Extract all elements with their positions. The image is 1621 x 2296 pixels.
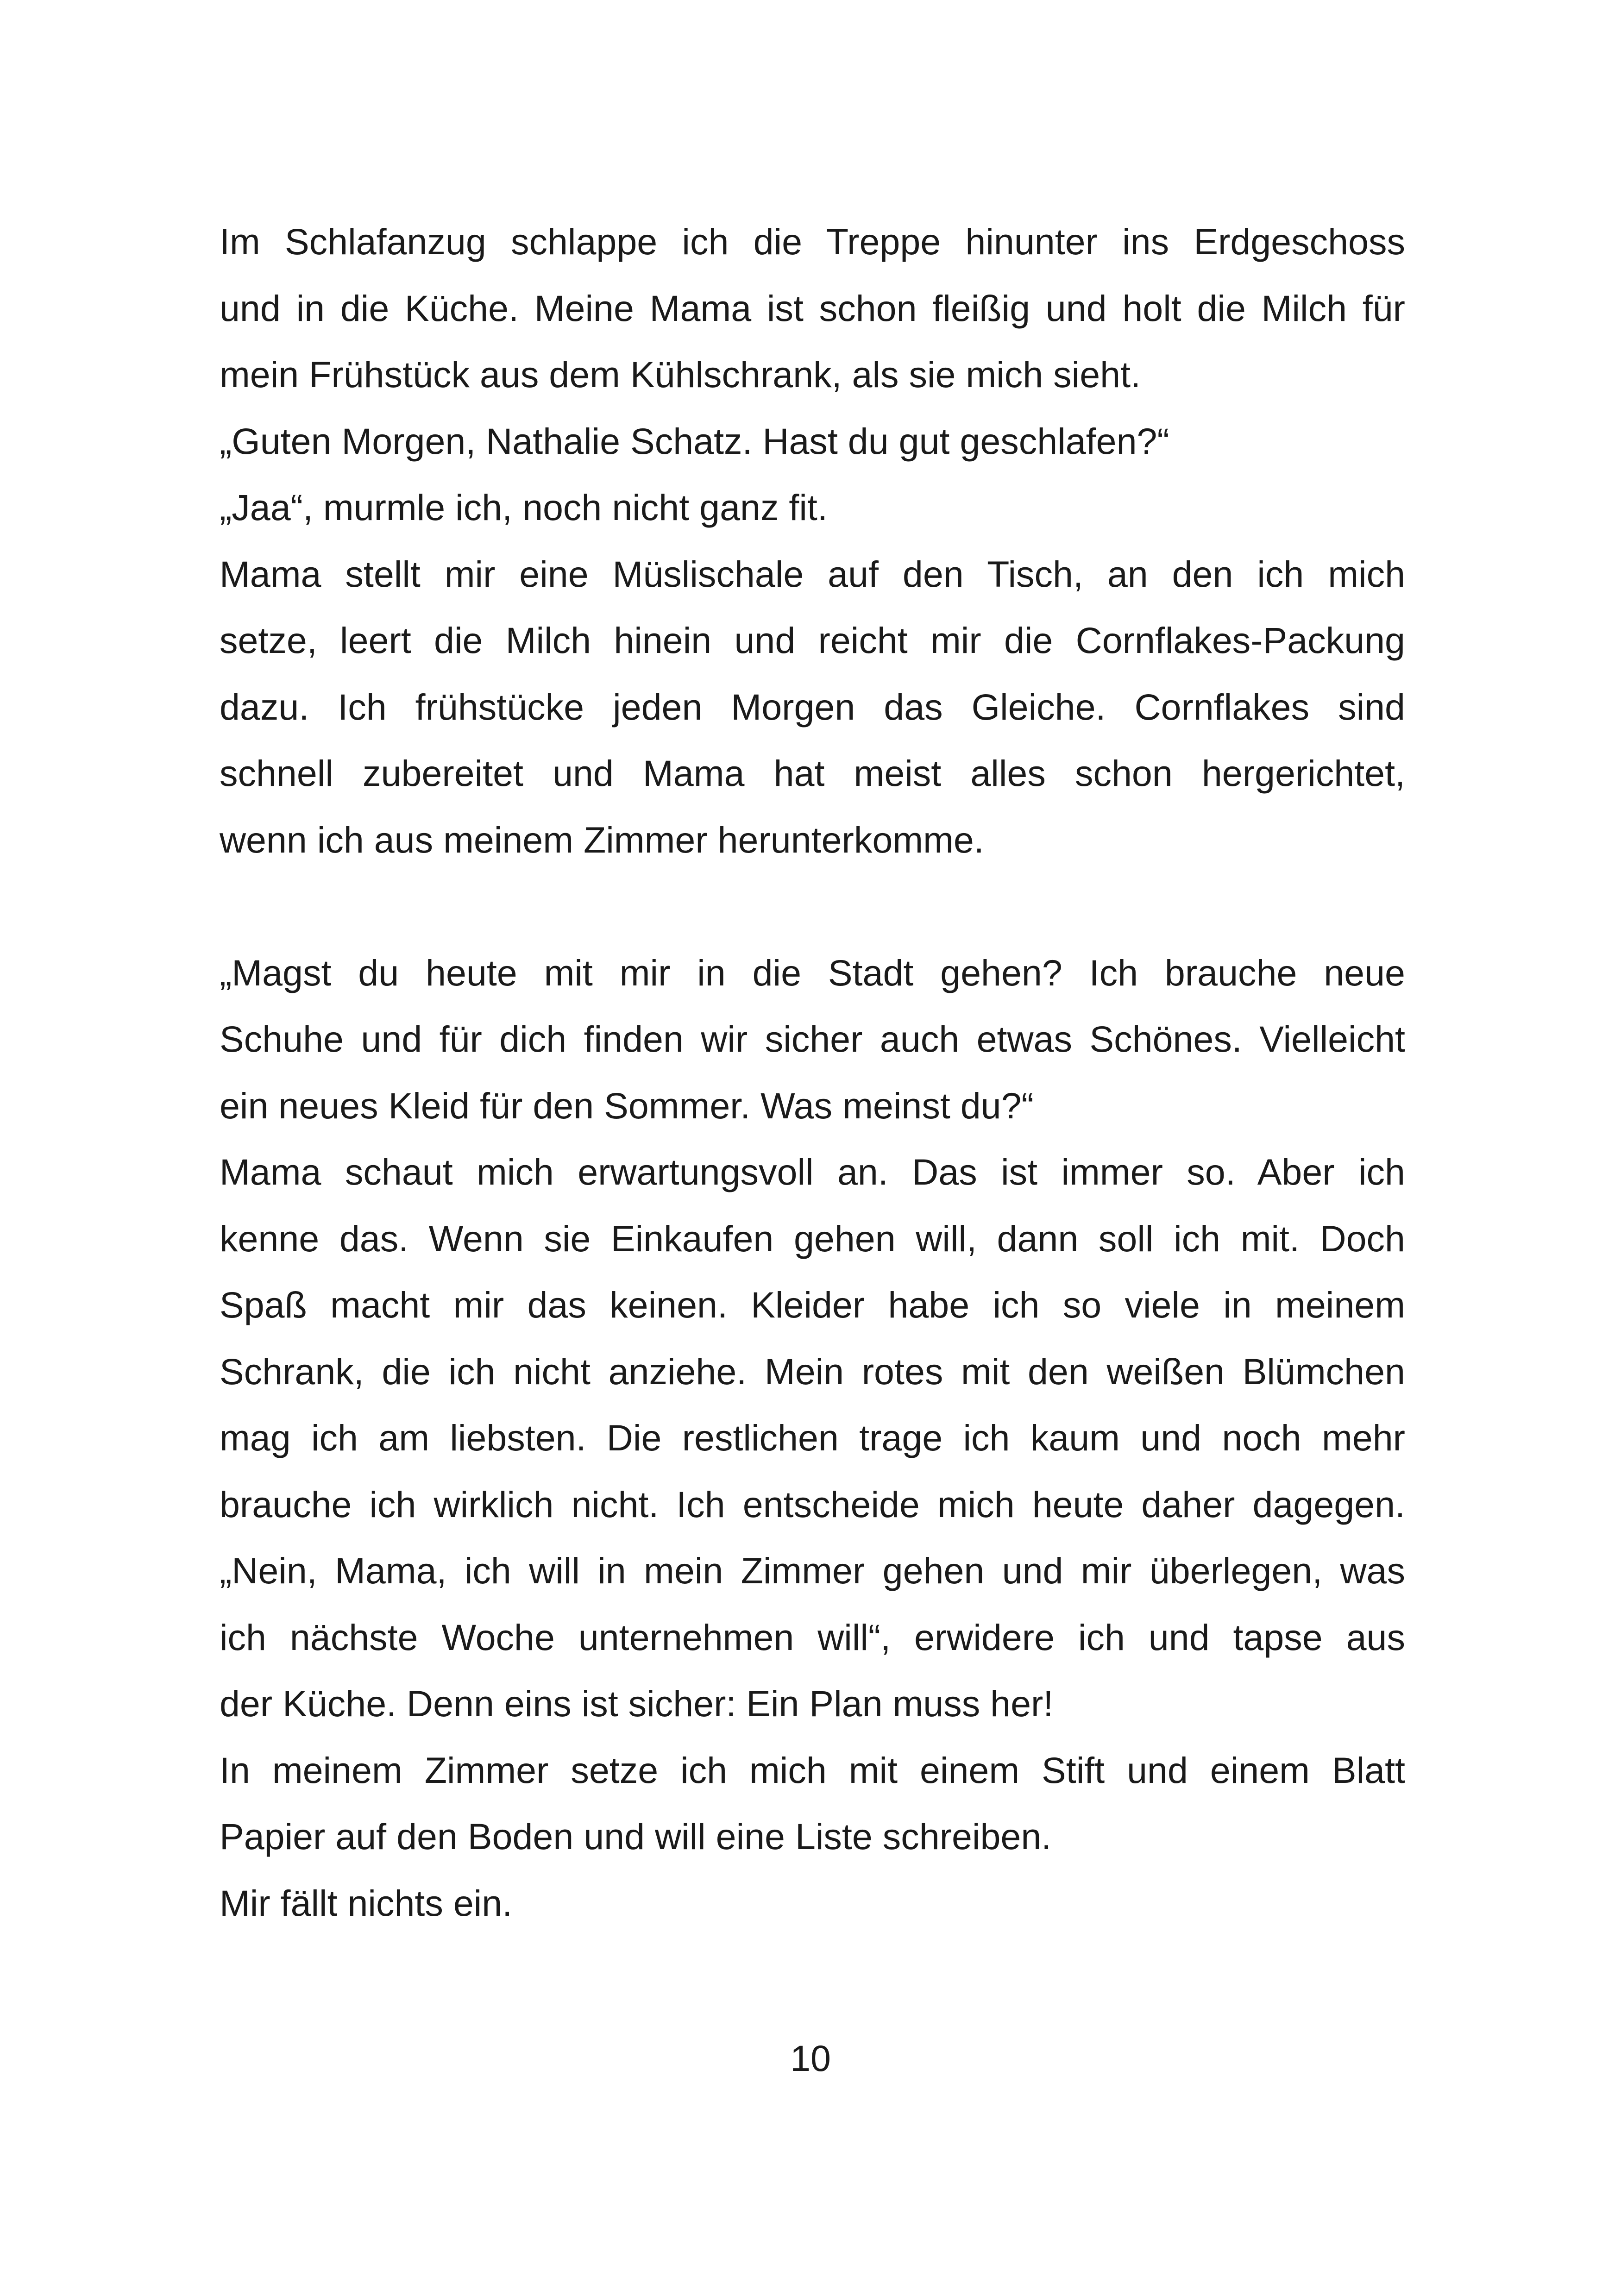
text-line: „Nein, Mama, ich will in mein Zimmer gehen und mir überlegen, was — [220, 1550, 1405, 1591]
page-number: 10 — [790, 2038, 831, 2079]
text-line: ein neues Kleid für den Sommer. Was meinst du?“ — [220, 1085, 1034, 1126]
text-line: Schrank, die ich nicht anziehe. Mein rotes mit den weißen Blümchen — [220, 1350, 1405, 1392]
text-line: mein Frühstück aus dem Kühlschrank, als sie mich sieht. — [220, 354, 1141, 395]
text-line: brauche ich wirklich nicht. Ich entscheide mich heute daher dagegen. — [220, 1483, 1405, 1525]
body-text — [220, 208, 1405, 1936]
text-line: „Guten Morgen, Nathalie Schatz. Hast du gut geschlafen?“ — [220, 420, 1169, 462]
text-line: In meinem Zimmer setze ich mich mit einem Stift und einem Blatt — [220, 1749, 1405, 1791]
text-line: schnell zubereitet und Mama hat meist alles schon hergerichtet, — [220, 753, 1405, 794]
text-line: „Magst du heute mit mir in die Stadt gehen? Ich brauche neue — [220, 952, 1405, 993]
paragraph-gap — [220, 873, 1405, 940]
text-line: Papier auf den Boden und will eine Liste schreiben. — [220, 1816, 1052, 1857]
text-line: wenn ich aus meinem Zimmer herunterkomme. — [220, 819, 984, 860]
text-line: Mama stellt mir eine Müslischale auf den Tisch, an den ich mich — [220, 553, 1405, 595]
text-line: kenne das. Wenn sie Einkaufen gehen will, dann soll ich mit. Doch — [220, 1217, 1405, 1259]
text-line: mag ich am liebsten. Die restlichen trage ich kaum und noch mehr — [220, 1417, 1405, 1458]
text-line: der Küche. Denn eins ist sicher: Ein Plan muss her! — [220, 1683, 1054, 1724]
text-line: Im Schlafanzug schlappe ich die Treppe hinunter ins Erdgeschoss — [220, 221, 1405, 262]
text-line: Schuhe und für dich finden wir sicher auch etwas Schönes. Vielleicht — [220, 1018, 1405, 1060]
text-line: Mama schaut mich erwartungsvoll an. Das ist immer so. Aber ich — [220, 1151, 1405, 1192]
text-line: und in die Küche. Meine Mama ist schon fleißig und holt die Milch für — [220, 287, 1405, 329]
text-line: ich nächste Woche unternehmen will“, erwidere ich und tapse aus — [220, 1616, 1405, 1658]
text-line: dazu. Ich frühstücke jeden Morgen das Gleiche. Cornflakes sind — [220, 686, 1405, 728]
text-line: setze, leert die Milch hinein und reicht mir die Cornflakes-Packung — [220, 620, 1405, 661]
text-line: „Jaa“, murmle ich, noch nicht ganz fit. — [220, 487, 828, 528]
text-line: Mir fällt nichts ein. — [220, 1882, 513, 1924]
text-line: Spaß macht mir das keinen. Kleider habe ich so viele in meinem — [220, 1284, 1405, 1325]
